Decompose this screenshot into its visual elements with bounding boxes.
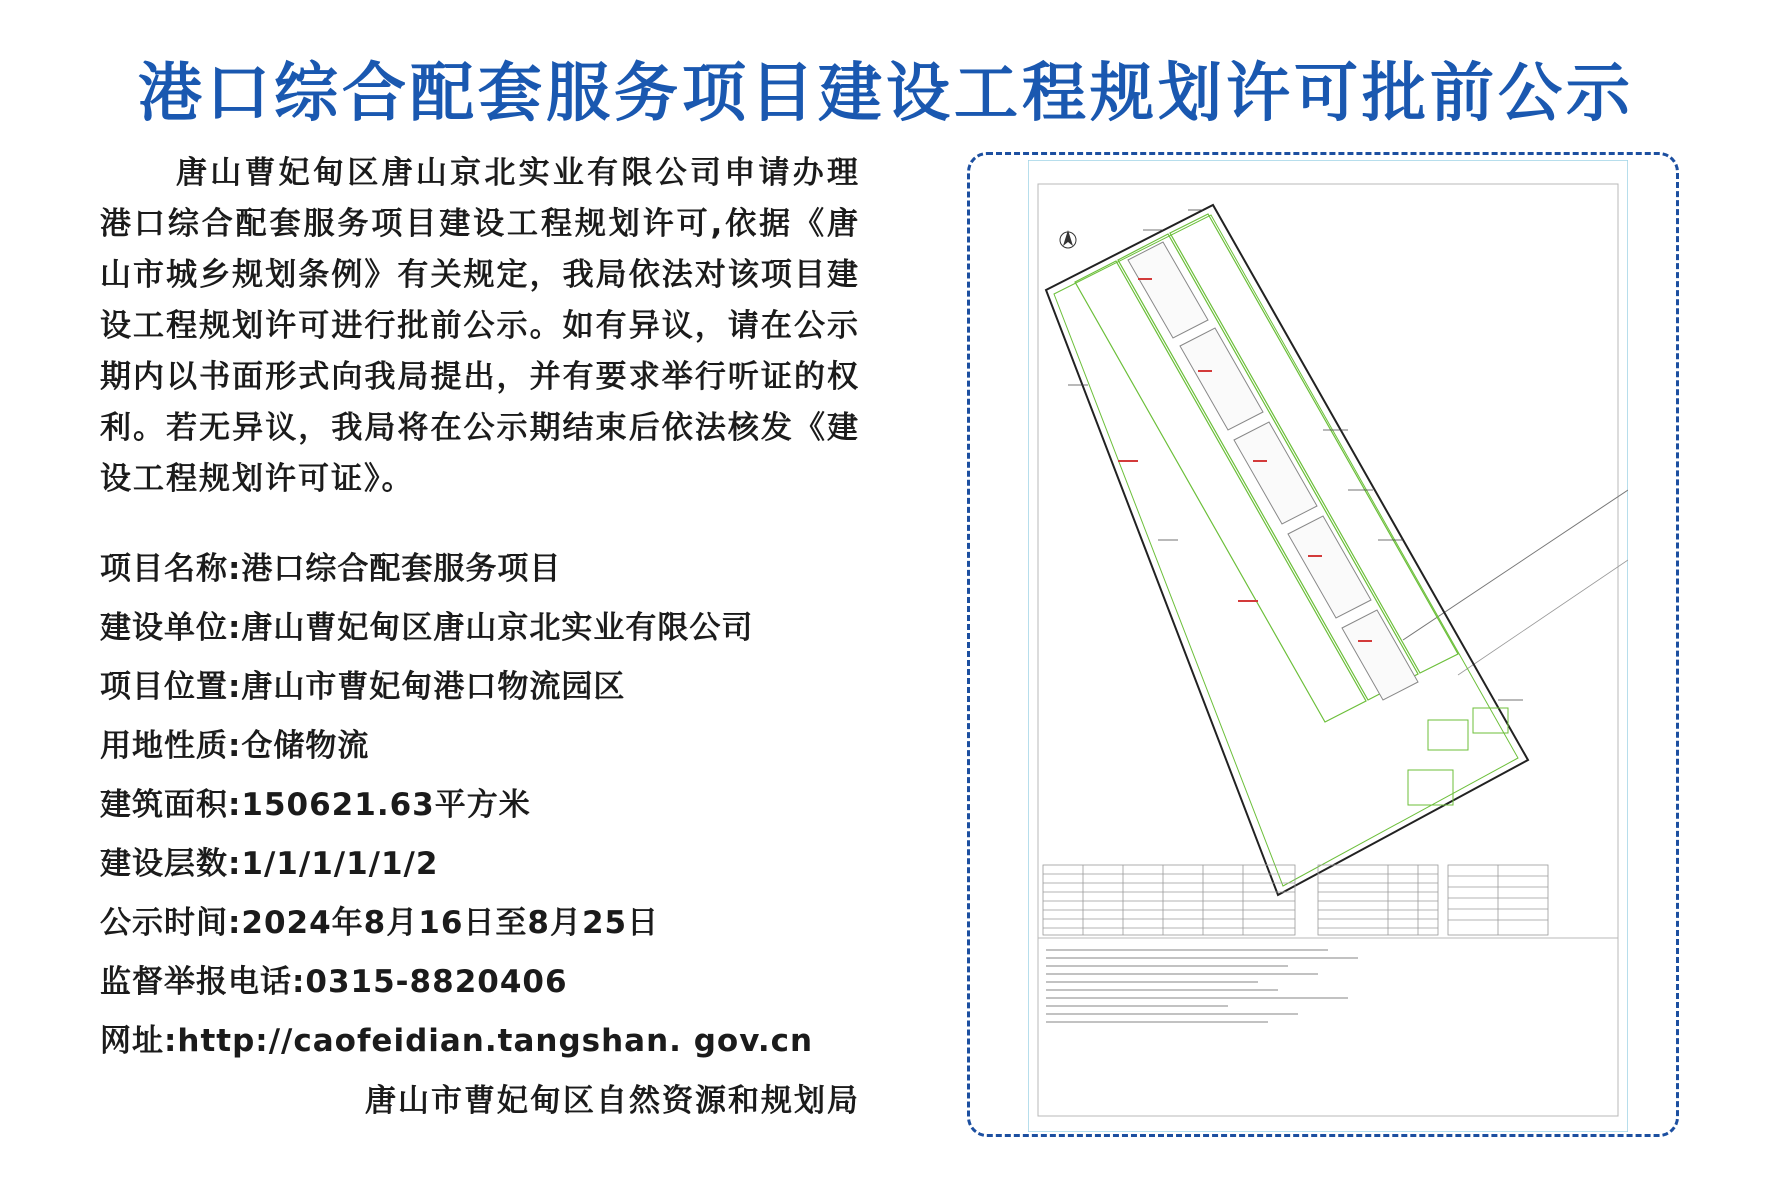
- info-website: 网址:http://caofeidian.tangshan. gov.cn: [100, 1023, 814, 1059]
- site-plan-drawing: [1028, 160, 1628, 1132]
- info-floors: 建设层数:1/1/1/1/1/2: [100, 846, 439, 882]
- drawing-border-outer: [1028, 160, 1628, 1132]
- info-hotline: 监督举报电话:0315-8820406: [100, 964, 568, 1000]
- info-publicity-period: 公示时间:2024年8月16日至8月25日: [100, 905, 660, 941]
- info-builder: 建设单位:唐山曹妃甸区唐山京北实业有限公司: [100, 610, 754, 646]
- project-info-list: [100, 540, 860, 1071]
- info-land-use: 用地性质:仓储物流: [100, 728, 370, 764]
- announcement-paragraph: 唐山曹妃甸区唐山京北实业有限公司申请办理港口综合配套服务项目建设工程规划许可,依据《唐山市城乡规划条例》有关规定，我局依法对该项目建设工程规划许可进行批前公示。如有异议，请在公示期内以书面形式向我局提出，并有要求举行听证的权利。若无异议，我局将在公示期结束后依法核发《建设工程规划许可证》。: [100, 155, 860, 497]
- info-floor-area: 建筑面积:150621.63平方米: [100, 787, 531, 823]
- info-project-name: 项目名称:港口综合配套服务项目: [100, 551, 562, 587]
- info-location: 项目位置:唐山市曹妃甸港口物流园区: [100, 669, 626, 705]
- page-title: 港口综合配套服务项目建设工程规划许可批前公示: [138, 57, 1634, 131]
- issuing-authority: 唐山市曹妃甸区自然资源和规划局: [365, 1083, 860, 1119]
